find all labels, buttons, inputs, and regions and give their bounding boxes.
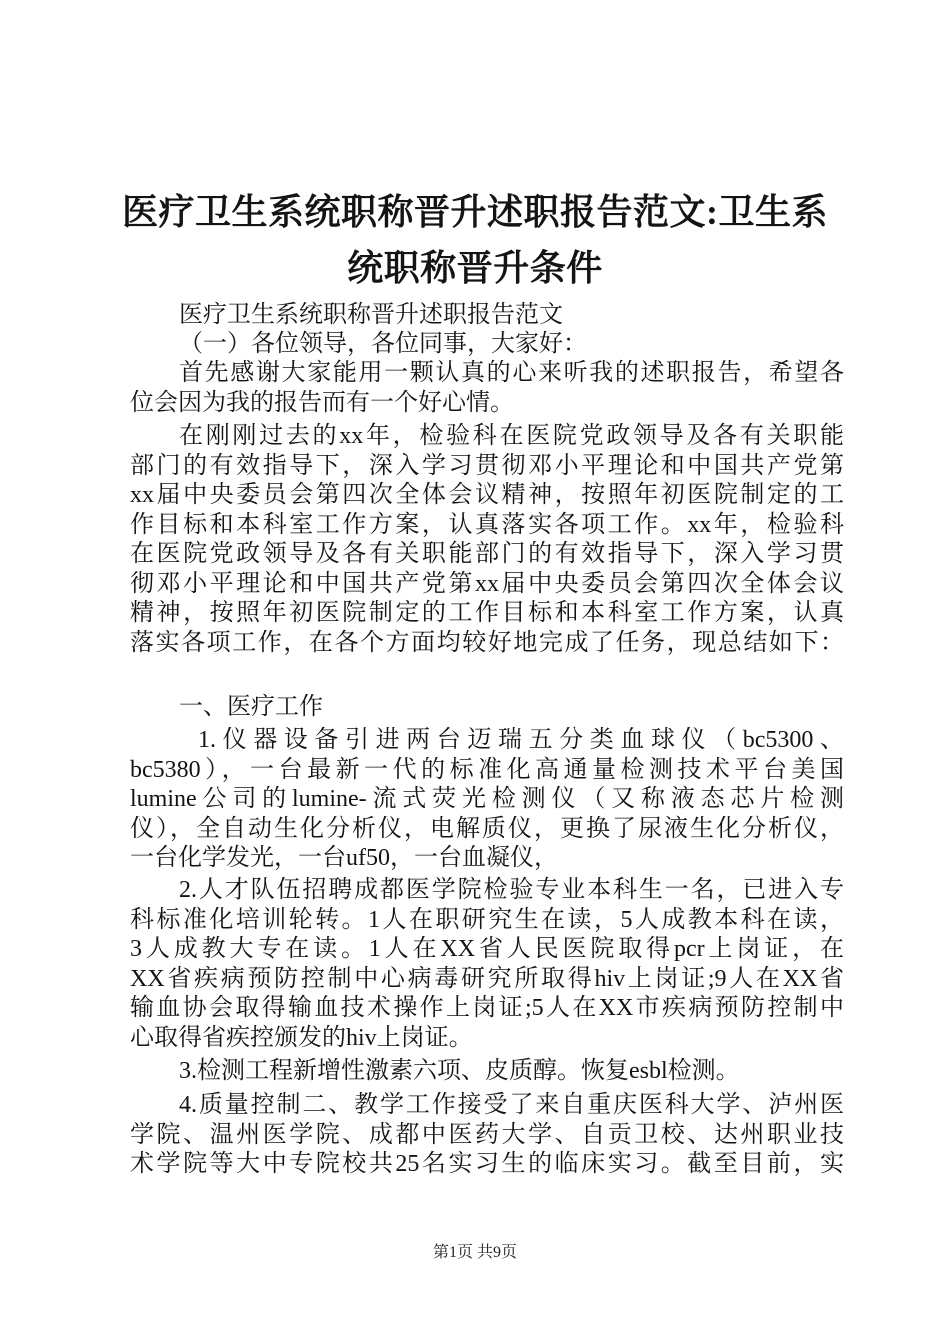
document-title (110, 184, 840, 296)
body-line: 术学院等大中专院校共25名实习生的临床实习。截至目前，实 (130, 1151, 844, 1177)
body-line: （一）各位领导，各位同事，大家好： (179, 331, 587, 357)
paragraph-item-2 (130, 876, 844, 1053)
page-number: 第1页 共9页 (432, 1244, 517, 1261)
paragraph-item-4 (130, 1091, 844, 1180)
body-line: XX省疾病预防控制中心病毒研究所取得hiv上岗证;9人在XX省 (130, 965, 844, 992)
body-line: 一台化学发光，一台uf50，一台血凝仪， (130, 845, 558, 871)
title-line: 统职称晋升条件 (347, 248, 603, 288)
body-line: xx届中央委员会第四次全体会议精神，按照年初医院制定的工 (130, 482, 844, 508)
body-line: 心取得省疾控颁发的hiv上岗证。 (130, 1024, 473, 1051)
body-line: lumine公司的lumine-流式荧光检测仪（又称液态芯片检测 (130, 786, 844, 812)
page-footer (0, 1242, 950, 1264)
body-line: 一、医疗工作 (179, 694, 323, 720)
paragraph-thanks (130, 359, 844, 418)
paragraph-overview (130, 422, 844, 658)
body-line: 在医院党政领导及各有关职能部门的有效指导下，深入学习贯 (130, 541, 844, 567)
body-line: 精神，按照年初医院制定的工作目标和本科室工作方案，认真 (130, 600, 844, 626)
body-line: 1.仪器设备引进两台迈瑞五分类血球仪（bc5300、 (198, 727, 844, 753)
paragraph-item-1 (130, 726, 844, 874)
body-line: 部门的有效指导下，深入学习贯彻邓小平理论和中国共产党第 (130, 452, 844, 479)
body-line: 作目标和本科室工作方案，认真落实各项工作。xx年，检验科 (130, 511, 844, 538)
paragraph-greeting (130, 330, 844, 360)
body-line: 医疗卫生系统职称晋升述职报告范文 (179, 302, 563, 328)
body-line: 落实各项工作，在各个方面均较好地完成了任务，现总结如下： (130, 629, 844, 656)
body-line: 在刚刚过去的xx年，检验科在医院党政领导及各有关职能 (179, 423, 844, 449)
body-line: 学院、温州医学院、成都中医药大学、自贡卫校、达州职业技 (130, 1121, 844, 1148)
paragraph-item-3 (130, 1057, 844, 1087)
paragraph-subtitle (130, 301, 844, 331)
body-line: 2.人才队伍招聘成都医学院检验专业本科生一名，已进入专 (179, 877, 844, 903)
body-line: 彻邓小平理论和中国共产党第xx届中央委员会第四次全体会议 (130, 570, 844, 597)
body-line: 3人成教大专在读。1人在XX省人民医院取得pcr上岗证，在 (130, 936, 844, 962)
body-line: 首先感谢大家能用一颗认真的心来听我的述职报告，希望各 (179, 360, 844, 386)
body-line: 位会因为我的报告而有一个好心情。 (130, 389, 514, 416)
body-line: 3.检测工程新增性激素六项、皮质醇。恢复esbl检测。 (179, 1058, 740, 1084)
body-line: 4.质量控制二、教学工作接受了来自重庆医科大学、泸州医 (179, 1092, 844, 1118)
body-line: 科标准化培训轮转。1人在职研究生在读，5人成教本科在读， (130, 906, 844, 933)
body-line: 输血协会取得输血技术操作上岗证;5人在XX市疾病预防控制中 (130, 995, 844, 1021)
section-heading (130, 693, 844, 723)
body-line: 仪），全自动生化分析仪，电解质仪，更换了尿液生化分析仪， (130, 815, 844, 842)
body-line: bc5380），一台最新一代的标准化高通量检测技术平台美国 (130, 756, 844, 783)
title-line: 医疗卫生系统职称晋升述职报告范文:卫生系 (122, 192, 828, 232)
